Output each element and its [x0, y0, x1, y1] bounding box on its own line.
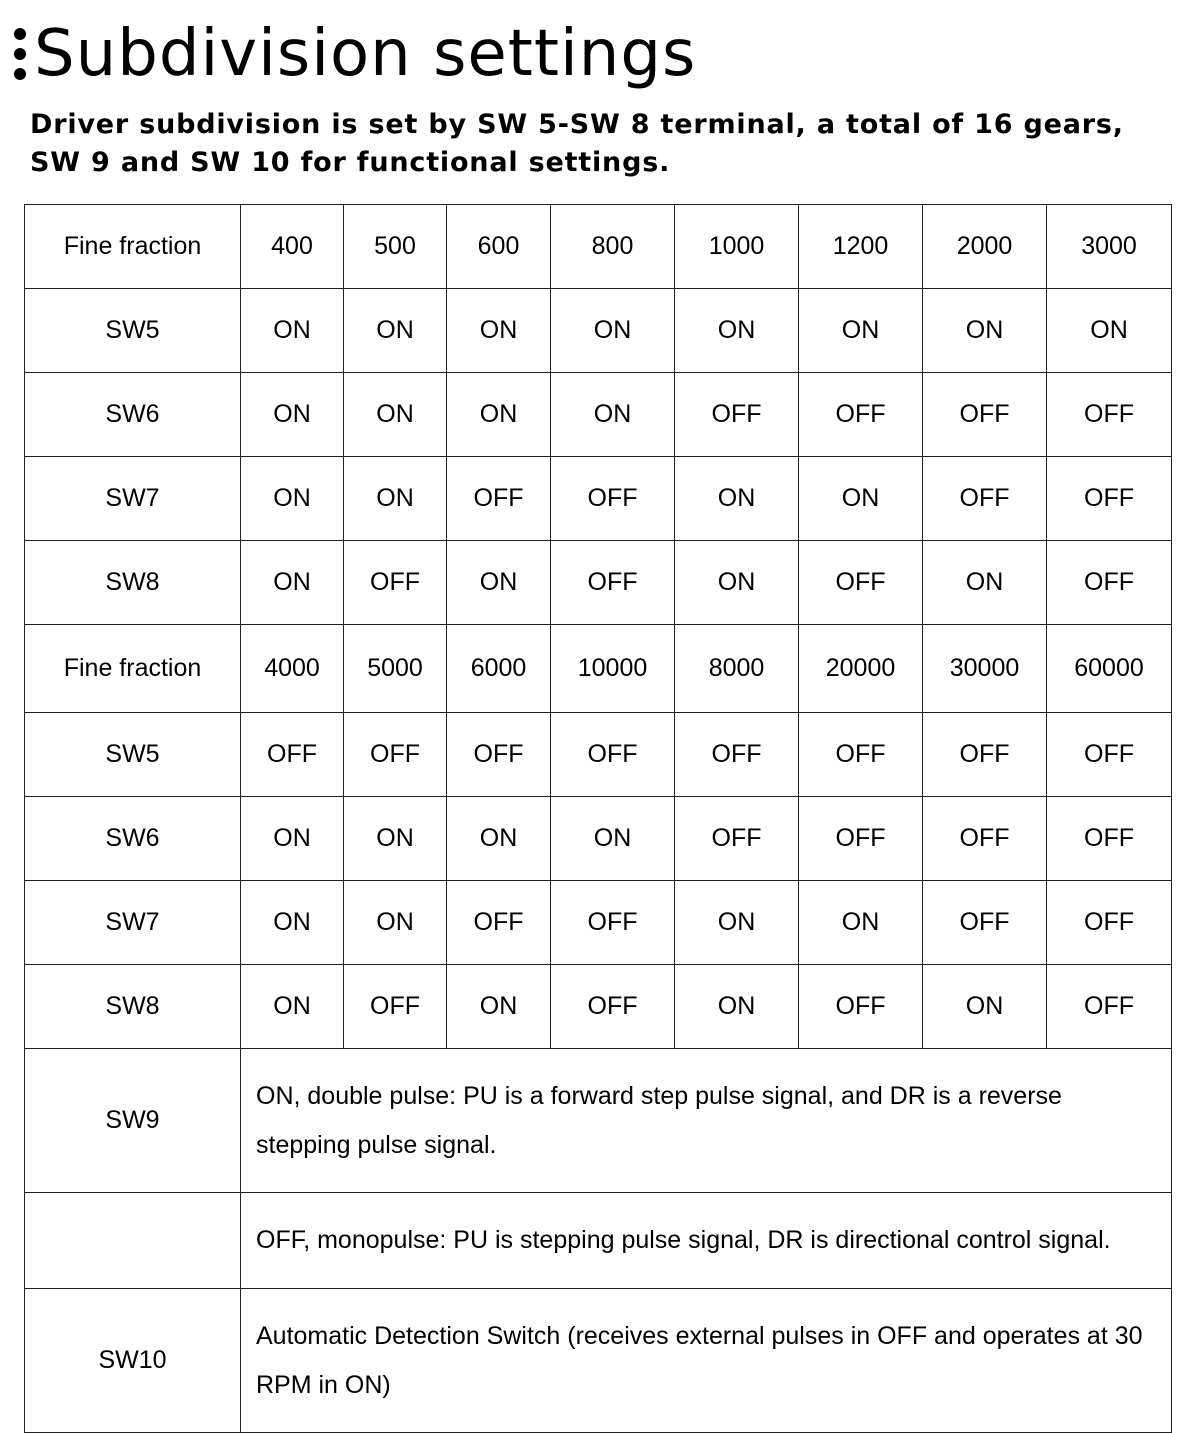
switch-state: ON	[241, 373, 344, 457]
function-description: Automatic Detection Switch (receives external pulses in OFF and operates at 30 RPM in ON)	[241, 1289, 1172, 1433]
switch-state: OFF	[1047, 881, 1172, 965]
fine-fraction-value: 20000	[799, 625, 923, 713]
switch-state: OFF	[344, 713, 447, 797]
switch-state: ON	[675, 881, 799, 965]
table-row	[25, 541, 1172, 625]
switch-label: SW10	[25, 1289, 241, 1433]
switch-state: OFF	[344, 541, 447, 625]
switch-label: SW7	[25, 457, 241, 541]
switch-state: ON	[675, 289, 799, 373]
switch-state: ON	[447, 289, 551, 373]
switch-state: OFF	[799, 797, 923, 881]
switch-state: OFF	[923, 373, 1047, 457]
switch-state: ON	[799, 289, 923, 373]
table-row	[25, 457, 1172, 541]
switch-state: OFF	[551, 457, 675, 541]
switch-label: SW8	[25, 965, 241, 1049]
fine-fraction-value: 30000	[923, 625, 1047, 713]
table1-header-row	[25, 205, 1172, 289]
page-title: Subdivision settings	[34, 17, 697, 91]
switch-label: SW6	[25, 797, 241, 881]
switch-state: OFF	[1047, 713, 1172, 797]
switch-state: ON	[241, 797, 344, 881]
fine-fraction-value: 8000	[675, 625, 799, 713]
switch-state: OFF	[923, 881, 1047, 965]
switch-state: ON	[447, 797, 551, 881]
switch-state: ON	[447, 541, 551, 625]
fine-fraction-label: Fine fraction	[25, 205, 241, 289]
intro-text: Driver subdivision is set by SW 5-SW 8 terminal, a total of 16 gears, SW 9 and SW 10 for functional settings.	[30, 109, 1124, 178]
bullet-dot-top	[14, 28, 26, 40]
switch-state: OFF	[344, 965, 447, 1049]
switch-label: SW8	[25, 541, 241, 625]
fine-fraction-value: 600	[447, 205, 551, 289]
switch-state: ON	[923, 541, 1047, 625]
switch-state: ON	[551, 289, 675, 373]
table-row	[25, 797, 1172, 881]
function-row	[25, 1193, 1172, 1289]
subdivision-table	[24, 204, 1172, 1433]
switch-state: ON	[344, 373, 447, 457]
switch-state: ON	[799, 881, 923, 965]
bullet-dot-bottom	[14, 68, 26, 80]
switch-label: SW6	[25, 373, 241, 457]
switch-label	[25, 1193, 241, 1289]
switch-state: ON	[799, 457, 923, 541]
switch-state: OFF	[1047, 797, 1172, 881]
switch-state: ON	[241, 965, 344, 1049]
switch-state: ON	[923, 289, 1047, 373]
switch-state: OFF	[1047, 541, 1172, 625]
fine-fraction-value: 2000	[923, 205, 1047, 289]
switch-label: SW5	[25, 713, 241, 797]
switch-state: OFF	[1047, 965, 1172, 1049]
switch-state: OFF	[447, 457, 551, 541]
switch-state: ON	[1047, 289, 1172, 373]
switch-state: ON	[241, 541, 344, 625]
function-description: ON, double pulse: PU is a forward step pulse signal, and DR is a reverse stepping pulse signal.	[241, 1049, 1172, 1193]
switch-state: OFF	[551, 881, 675, 965]
switch-state: ON	[675, 965, 799, 1049]
switch-state: OFF	[1047, 457, 1172, 541]
fine-fraction-value: 4000	[241, 625, 344, 713]
table-row	[25, 965, 1172, 1049]
function-description: OFF, monopulse: PU is stepping pulse signal, DR is directional control signal.	[241, 1193, 1172, 1289]
switch-state: OFF	[447, 881, 551, 965]
fine-fraction-value: 400	[241, 205, 344, 289]
switch-state: ON	[241, 457, 344, 541]
fine-fraction-value: 6000	[447, 625, 551, 713]
fine-fraction-label: Fine fraction	[25, 625, 241, 713]
switch-state: OFF	[923, 797, 1047, 881]
fine-fraction-value: 60000	[1047, 625, 1172, 713]
switch-state: ON	[344, 457, 447, 541]
switch-state: ON	[344, 881, 447, 965]
switch-state: ON	[447, 965, 551, 1049]
bullet-dot-middle	[14, 48, 26, 60]
switch-state: OFF	[1047, 373, 1172, 457]
switch-state: ON	[675, 457, 799, 541]
fine-fraction-value: 5000	[344, 625, 447, 713]
switch-label: SW7	[25, 881, 241, 965]
function-row	[25, 1289, 1172, 1433]
switch-state: OFF	[447, 713, 551, 797]
switch-state: ON	[241, 289, 344, 373]
switch-state: ON	[241, 881, 344, 965]
switch-label: SW5	[25, 289, 241, 373]
function-row	[25, 1049, 1172, 1193]
switch-state: OFF	[551, 541, 675, 625]
switch-state: OFF	[241, 713, 344, 797]
fine-fraction-value: 500	[344, 205, 447, 289]
switch-state: OFF	[923, 457, 1047, 541]
switch-state: ON	[344, 797, 447, 881]
switch-state: OFF	[551, 965, 675, 1049]
table2-header-row	[25, 625, 1172, 713]
switch-state: ON	[551, 373, 675, 457]
fine-fraction-value: 800	[551, 205, 675, 289]
switch-label: SW9	[25, 1049, 241, 1193]
switch-state: ON	[551, 797, 675, 881]
table-row	[25, 881, 1172, 965]
switch-state: OFF	[675, 797, 799, 881]
switch-state: OFF	[551, 713, 675, 797]
switch-state: OFF	[675, 713, 799, 797]
switch-state: ON	[447, 373, 551, 457]
switch-state: OFF	[799, 541, 923, 625]
fine-fraction-value: 3000	[1047, 205, 1172, 289]
switch-state: OFF	[799, 713, 923, 797]
switch-state: ON	[923, 965, 1047, 1049]
switch-state: ON	[675, 541, 799, 625]
switch-state: OFF	[923, 713, 1047, 797]
title-bullet-icon	[14, 28, 26, 80]
fine-fraction-value: 10000	[551, 625, 675, 713]
table-row	[25, 373, 1172, 457]
table-row	[25, 713, 1172, 797]
fine-fraction-value: 1000	[675, 205, 799, 289]
switch-state: ON	[344, 289, 447, 373]
switch-state: OFF	[799, 965, 923, 1049]
switch-state: OFF	[799, 373, 923, 457]
title-row	[14, 14, 696, 94]
table-row	[25, 289, 1172, 373]
switch-state: OFF	[675, 373, 799, 457]
fine-fraction-value: 1200	[799, 205, 923, 289]
